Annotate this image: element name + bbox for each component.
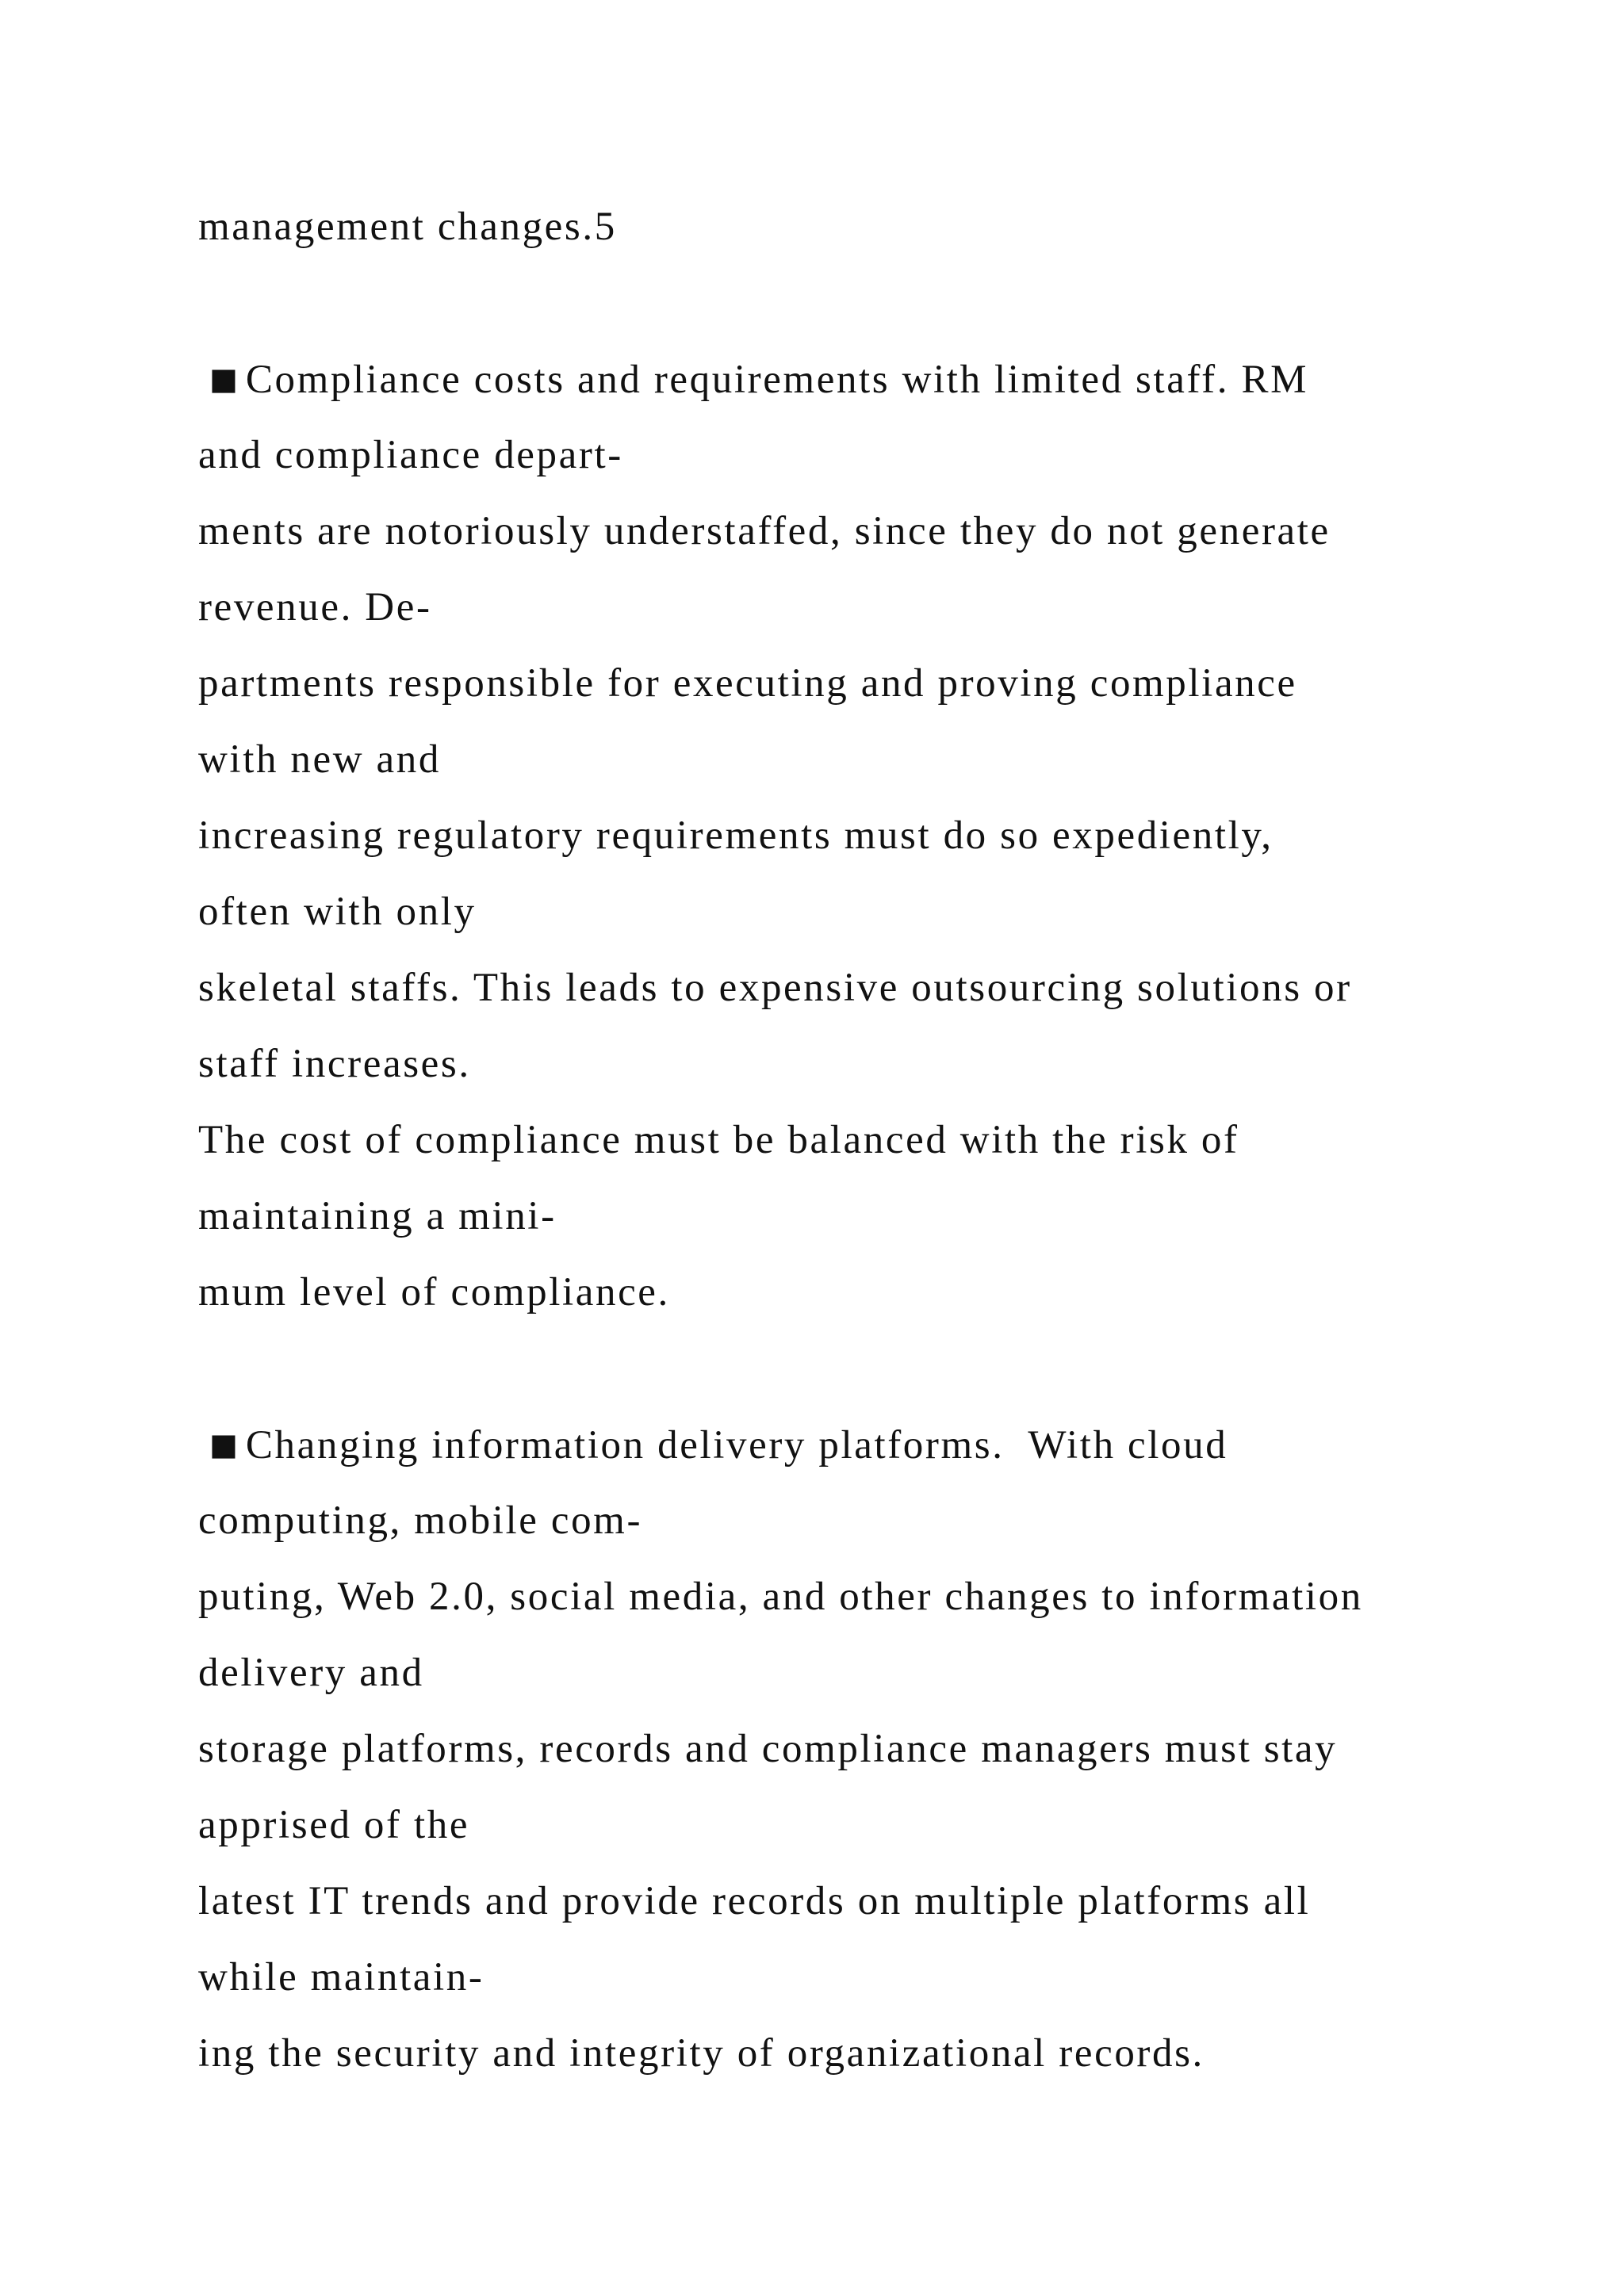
text-line: and compliance depart- — [198, 433, 623, 477]
text-line: while maintain- — [198, 1955, 485, 1999]
text-line: skeletal staffs. This leads to expensive outsourcing solutions or — [198, 966, 1352, 1010]
text-line: often with only — [198, 890, 477, 934]
text-line: with new and — [198, 737, 441, 782]
square-bullet-icon: ■ — [209, 1427, 238, 1462]
text-line: revenue. De- — [198, 585, 432, 629]
text-line: ments are notoriously understaffed, since they do not generate — [198, 509, 1331, 553]
bullet-item-text: Changing information delivery platforms. With cloud — [245, 1423, 1228, 1468]
text-line: mum level of compliance. — [198, 1270, 670, 1314]
text-line: puting, Web 2.0, social media, and other changes to information — [198, 1575, 1363, 1619]
text-line: management changes.5 — [198, 205, 617, 249]
paragraph-gap — [198, 1330, 1546, 1406]
text-line: latest IT trends and provide records on multiple platforms all — [198, 1879, 1311, 1923]
text-line: maintaining a mini- — [198, 1194, 557, 1238]
bullet-item-first-line — [198, 341, 1546, 417]
text-line: The cost of compliance must be balanced with the risk of — [198, 1118, 1239, 1162]
text-line: increasing regulatory requirements must do so expediently, — [198, 813, 1274, 858]
text-line: partments responsible for executing and proving compliance — [198, 661, 1297, 706]
body-text — [198, 189, 1546, 2091]
text-line: computing, mobile com- — [198, 1498, 643, 1543]
text-line: delivery and — [198, 1651, 424, 1695]
text-line: storage platforms, records and compliance managers must stay — [198, 1727, 1338, 1771]
text-line: apprised of the — [198, 1803, 470, 1847]
text-line: staff increases. — [198, 1042, 471, 1086]
bullet-item-text: Compliance costs and requirements with limited staff. RM — [245, 358, 1309, 402]
bullet-item-first-line — [198, 1406, 1546, 1483]
square-bullet-icon: ■ — [209, 362, 238, 396]
text-line: ing the security and integrity of organizational records. — [198, 2031, 1205, 2076]
paragraph-gap — [198, 265, 1546, 341]
